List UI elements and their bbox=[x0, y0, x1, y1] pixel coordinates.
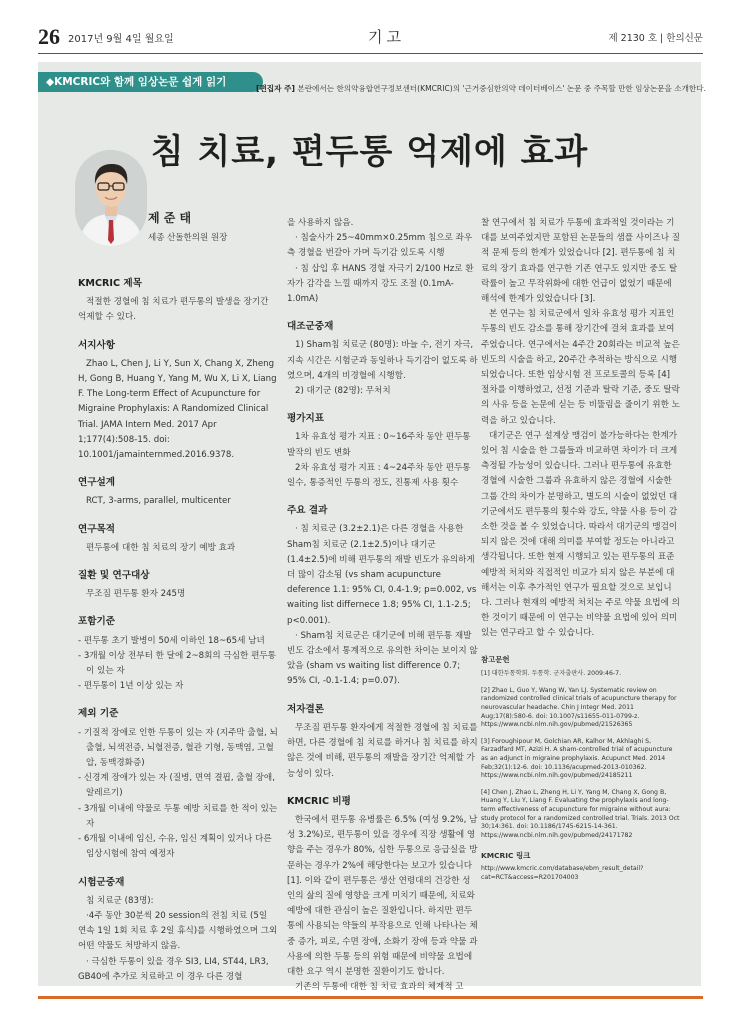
conclusion-text: 무조짐 편두통 환자에게 적절한 경혈에 침 치료를 하면, 다른 경혈에 침 치료를 하거나 침 치료를 하지 않은 것에 비해, 편두통의 재발을 장기간 억제할 가능성이 있다. bbox=[287, 722, 478, 779]
heading-goal: 연구목적 bbox=[78, 523, 116, 535]
trial-continued: · 침술사가 25~40mm×0.25mm 침으로 좌우측 경혈을 번갈아 가며 득기감 있도록 시행 bbox=[287, 233, 473, 259]
trial-text: · 극심한 두통이 있을 경우 SI3, LI4, ST44, LR3, GB40에 추가로 치료하고 이 경우 다른 경혈 bbox=[78, 956, 269, 982]
kmcric-link[interactable]: http://www.kmcric.com/database/ebm_result_detail?cat=RCT&access=R201704003 bbox=[481, 864, 644, 881]
page-header bbox=[38, 20, 703, 54]
column-3 bbox=[481, 216, 681, 882]
design-text: RCT, 3-arms, parallel, multicenter bbox=[86, 496, 231, 507]
trial-text: ·4주 동안 30분씩 20 session의 전침 치료 (5일 연속 1일 1회 치료 후 2일 휴식)를 시행하였으며 그외 어떤 약물도 처방하지 않음. bbox=[78, 910, 278, 952]
issue-number: 제 2130 호 | 한의신문 bbox=[608, 33, 703, 44]
review-text: 대기군은 연구 설계상 맹검이 불가능하다는 한계가 있어 침 시술을 한 그룹들과 비교하면 차이가 더 크게 측정될 가능성이 있습니다. 그러나 편두통에 유효한 경혈에 시술한 그룹과 유효하지 않은 경혈에 시술한 그룹 간의 차이가 분명하고, 별도의 시술이 없었던 대기군에서도 편두통의 횟수와 강도, 약물 사용 등이 감소한 것을 볼 수 있었습니다. 따라서 대기군의 맹검이 되지 않은 것에 대해 의미를 부여할 정도는 아니라고 생각됩니다. 또한 현재 시행되고 있는 편두통의 표준 예방적 처치와 직접적인 비교가 되지 않은 부분에 대해서는 이후 추가적인 연구가 필요할 것으로 보입니다. 그러나 현재의 예방적 처치는 주로 약물 요법에 의한 것이기 때문에 이 연구는 비약물 요법에 있어 의미 있는 연구라고 할 수 있습니다. bbox=[481, 430, 680, 639]
heading-disease: 질환 및 연구대상 bbox=[78, 570, 150, 582]
heading-conclusion: 저자결론 bbox=[287, 703, 325, 715]
heading-inclusion: 포함기준 bbox=[78, 616, 116, 628]
references bbox=[481, 656, 681, 882]
author-affiliation: 세종 산돌한의원 원장 bbox=[148, 233, 228, 243]
heading-source: 서지사항 bbox=[78, 339, 116, 351]
goal-text: 편두통에 대한 침 치료의 장기 예방 효과 bbox=[86, 542, 236, 553]
series-tag: ◆KMCRIC와 함께 임상논문 쉽게 읽기 bbox=[38, 72, 263, 92]
review-text: 찰 연구에서 침 치료가 두통에 효과적일 것이라는 기대를 보여주었지만 포함된 논문들의 샘플 사이즈나 질적 문제 등의 한계가 있었습니다 [2]. 편두통에 침 치료의 장기 효과를 연구한 기존 연구도 있지만 중도 탈락률이 높고 무작위화에 대한 언급이 없었기 때문에 해석에 한계가 있었습니다 [3]. bbox=[481, 218, 681, 305]
kmcric-title-text: 적절한 경혈에 침 치료가 편두통의 발생을 장기간 억제할 수 있다. bbox=[78, 297, 269, 323]
disease-text: 무조짐 편두통 환자 245명 bbox=[86, 589, 186, 600]
heading-evaluation: 평가지표 bbox=[287, 413, 325, 425]
heading-control: 대조군중재 bbox=[287, 321, 334, 333]
author-name: 제 준 태 bbox=[148, 211, 192, 225]
reference-item: [3] Foroughipour M, Golchian AR, Kalhor M, Akhlaghi S, Farzadfard MT, Azizi H. A sham-controlled trial of acupuncture as an adjunct in migraine prophylaxis. Acupunct Med. 2014 Feb;32(1):12-6. doi: 10.1136/acupmed-2013-010362. https://www.ncbi.nlm.nih.gov/pubmed/24185211 bbox=[481, 737, 673, 780]
source-text: Zhao L, Chen J, Li Y, Sun X, Chang X, Zheng H, Gong B, Huang Y, Yang M, Wu X, Li X, Liang F. The Long-term Effect of Acupuncture for Migraine Prophylaxis: A Randomized Clinical Trial. JAMA Intern Med. 2017 Apr 1;177(4):508-15. doi: 10.1001/jamainternmed.2016.9378. bbox=[78, 358, 277, 461]
heading-results: 주요 결과 bbox=[287, 505, 328, 517]
heading-design: 연구설계 bbox=[78, 477, 116, 489]
control-text: 2) 대기군 (82명): 무처치 bbox=[295, 386, 391, 397]
heading-exclusion: 제외 기준 bbox=[78, 708, 119, 720]
issue-date: 2017년 9월 4일 월요일 bbox=[68, 34, 174, 45]
inclusion-item: - 3개월 이상 전부터 한 달에 2~8회의 극심한 편두통이 있는 자 bbox=[78, 650, 276, 677]
results-text: · Sham침 치료군은 대기군에 비해 편두통 재발 빈도 감소에서 통계적으로 유의한 차이는 보이지 않았음 (sham vs waiting list difference 0.7; 95% CI, -0.1-1.4; p=0.07). bbox=[287, 630, 478, 687]
trial-text: 침 치료군 (83명): bbox=[86, 895, 154, 906]
evaluation-text: 1차 유효성 평가 지표 : 0~16주차 동안 편두통 발작의 빈도 변화 bbox=[287, 432, 471, 458]
editor-label: [편집자 주] bbox=[256, 84, 295, 93]
kmcric-link-heading: KMCRIC 링크 bbox=[481, 851, 531, 861]
section-name: 기고 bbox=[368, 28, 405, 46]
reference-item: [4] Chen J, Zhao L, Zheng H, Li Y, Yang M, Chang X, Gong B, Huang Y, Liu Y, Liang F. Evaluating the prophylaxis and long-term effectiveness of acupuncture for migraine without aura: study protocol for a randomized controlled trial. Trials. 2013 Oct 30;14:361. doi: 10.1186/1745-6215-14-361. https://www.ncbi.nlm.nih.gov/pubmed/24171782 bbox=[481, 788, 680, 839]
editor-note-text: 본란에서는 한의약융합연구정보센터(KMCRIC)의 '근거중심한의약 데이터베이스' 논문 중 주목할 만한 임상논문을 소개한다. bbox=[297, 84, 707, 93]
heading-review: KMCRIC 비평 bbox=[287, 795, 351, 807]
exclusion-item: - 신경계 장애가 있는 자 (질병, 면역 결핍, 출혈 장애, 알레르기) bbox=[78, 773, 275, 799]
exclusion-item: - 기질적 장애로 인한 두통이 있는 자 (지주막 출혈, 뇌출혈, 뇌색전증, 뇌혈전증, 혈관 기형, 동맥염, 고혈압, 동맥경화증) bbox=[78, 727, 278, 769]
trial-continued: · 침 삽입 후 HANS 경혈 자극기 2/100 Hz로 환자가 감각을 느낄 때까지 강도 조절 (0.1mA-1.0mA) bbox=[287, 263, 474, 305]
reference-item: [1] 대한두통학회. 두통학. 군자출판사. 2009:46-7. bbox=[481, 670, 622, 678]
article-title: 침 치료, 편두통 억제에 효과 bbox=[150, 132, 589, 172]
review-text: 한국에서 편두통 유병률은 6.5% (여성 9.2%, 남성 3.2%)로, 편두통이 있을 경우에 직장 생활에 영향을 주는 경우가 80%, 심한 두통으로 응급실을 방문하는 경우가 2%에 해당한다는 보고가 있습니다 [1]. 이와 같이 편두통은 생산 연령대의 건강한 성인의 삶의 질에 영향을 크게 미치기 때문에, 치료와 예방에 대한 관심이 높은 질환입니다. 하지만 편두통에 사용되는 약들의 부작용으로 인해 나타나는 체중 증가, 피로, 수면 장애, 소화기 장애 등과 약물 과사용에 의한 두통 등의 위험 때문에 비약물 요법에 대한 요구 역시 분명한 질환이기도 합니다. bbox=[287, 814, 478, 977]
editor-note bbox=[256, 83, 706, 94]
author-photo bbox=[75, 150, 147, 246]
column-2 bbox=[287, 216, 478, 995]
references-heading: 참고문헌 bbox=[481, 654, 510, 664]
review-text: 본 연구는 침 치료군에서 일차 유효성 평가 지표인 두통의 빈도 감소를 통해 장기간에 걸쳐 효과를 보여주었습니다. 연구에서는 4주간 20회라는 비교적 높은 빈도의 시술을 하고, 20주간 추적하는 방식으로 시행되었습니다. 또한 임상시험 전 프로토콜의 등록 [4] 절차를 이행하였고, 선정 기준과 탈락 기준, 중도 탈락의 사유 등을 논문에 싣는 등 비뚤림을 줄이기 위한 노력을 하고 있습니다. bbox=[481, 309, 680, 426]
review-text: 기존의 두통에 대한 침 치료 효과의 체계적 고 bbox=[295, 982, 464, 993]
inclusion-item: - 편두통이 1년 이상 있는 자 bbox=[78, 681, 184, 692]
reference-item: [2] Zhao L, Guo Y, Wang W, Yan LJ. Systematic review on randomized controlled clinical trials of acupuncture therapy for neurovascular headache. Chin J Integr Med. 2011 Aug;17(8):580-6. doi: 10.1007/s11655-011-0799-z. https://www.ncbi.nlm.nih.gov/pubmed/21526365 bbox=[481, 686, 677, 729]
evaluation-text: 2차 유효성 평가 지표 : 4~24주차 동안 편두통 일수, 통증적인 두통의 정도, 진통제 사용 횟수 bbox=[287, 462, 471, 489]
page-number: 26 bbox=[38, 24, 60, 49]
heading-kmcric-title: KMCRIC 제목 bbox=[78, 278, 142, 289]
article-panel bbox=[38, 62, 707, 993]
heading-trial: 시험군중재 bbox=[78, 876, 125, 888]
bottom-rule bbox=[38, 996, 703, 999]
exclusion-item: - 3개월 이내에 약물로 두통 예방 치료를 한 적이 있는 자 bbox=[78, 803, 278, 829]
author-block bbox=[148, 209, 227, 243]
inclusion-item: - 편두통 초기 발병이 50세 이하인 18~65세 남녀 bbox=[78, 635, 265, 646]
control-text: 1) Sham침 치료군 (80명): 바늘 수, 전기 자극, 지속 시간은 시험군과 동일하나 득기감이 없도록 하였으며, 4개의 비경혈에 시행함. bbox=[287, 340, 478, 381]
trial-continued: 을 사용하지 않음. bbox=[287, 218, 354, 228]
results-text: · 침 치료군 (3.2±2.1)은 다른 경혈을 사용한 Sham침 치료군 (2.1±2.5)이나 대기군 (1.4±2.5)에 비해 편두통의 재발 빈도가 유의하게 더 많이 감소됨 (vs sham acupuncture deference 1.1: 95% CI, 0.4-1.9; p=0.002, vs waiting list differnece 1.8; 95% CI, 1.1-2.5; p<0.001). bbox=[287, 524, 477, 626]
exclusion-item: - 6개월 이내에 임신, 수유, 임신 계획이 있거나 다른 임상시험에 참여 예정자 bbox=[78, 834, 272, 860]
column-1 bbox=[78, 276, 278, 985]
